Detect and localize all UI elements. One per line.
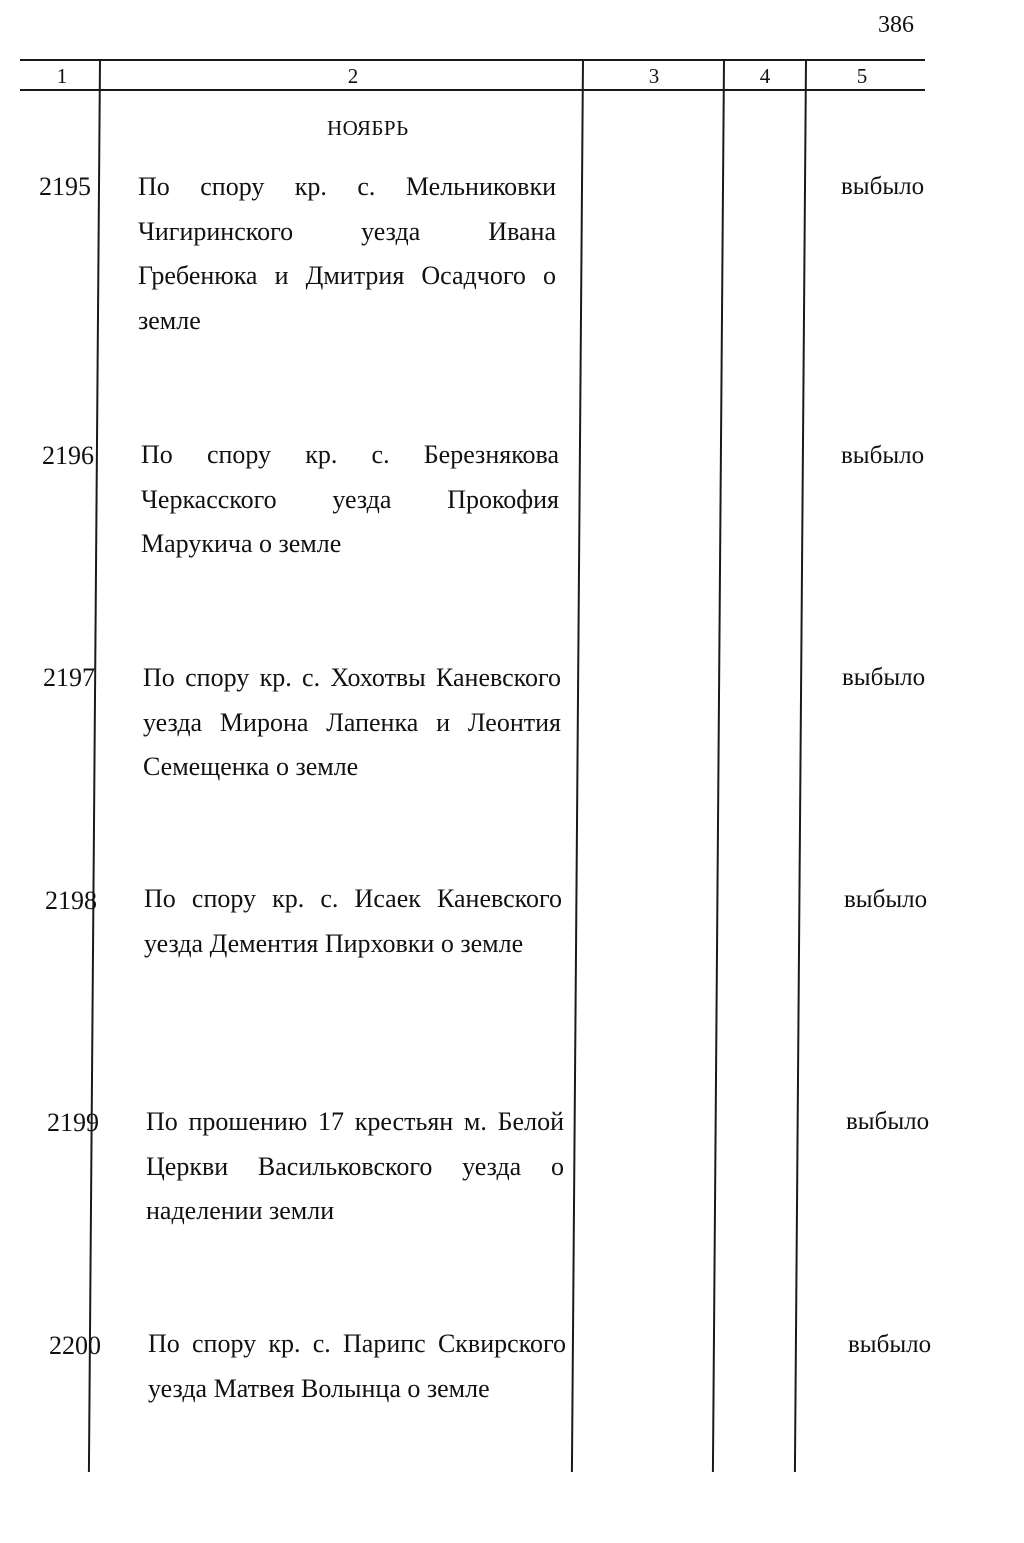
page-number: 386: [878, 12, 914, 38]
column-header-5: 5: [856, 64, 868, 88]
column-header-4: 4: [759, 64, 771, 88]
entry-number: 2199: [47, 1108, 99, 1137]
column-header-3: 3: [648, 64, 660, 88]
table-top-rule: [20, 59, 925, 61]
entry-number: 2196: [42, 441, 94, 470]
entry-text: По спору кр. с. Исаек Каневского уезда Дементия Пирховки о земле: [144, 884, 562, 958]
entry-number: 2200: [49, 1331, 101, 1360]
entry-text: По спору кр. с. Мельниковки Чигиринского уезда Ивана Гребенюка и Дмитрия Осадчого о земле: [138, 172, 556, 335]
entry-status: выбыло: [848, 1331, 932, 1358]
entry-status: выбыло: [844, 886, 928, 913]
entry-number: 2197: [43, 663, 95, 692]
entry-status: выбыло: [841, 442, 925, 469]
entry-status: выбыло: [846, 1108, 930, 1135]
entry-text: По спору кр. с. Парипс Сквирского уезда Матвея Волынца о земле: [148, 1329, 566, 1403]
entry-status: выбыло: [842, 664, 926, 691]
entry-number: 2198: [45, 886, 97, 915]
entry-text: По спору кр. с. Березнякова Черкасского уезда Прокофия Марукича о земле: [141, 440, 559, 558]
column-divider-4: [794, 60, 807, 1472]
entry-number: 2195: [39, 172, 91, 201]
column-divider-3: [712, 60, 725, 1472]
entry-status: выбыло: [841, 173, 925, 200]
entry-text: По прошению 17 крестьян м. Белой Церкви Васильковского уезда о наделении земли: [146, 1107, 564, 1225]
entry-text: По спору кр. с. Хохотвы Каневского уезда Мирона Лапенка и Леонтия Семещенка о земле: [143, 663, 561, 781]
table-header-rule: [20, 89, 925, 91]
column-header-2: 2: [347, 64, 359, 88]
month-heading: НОЯБРЬ: [327, 116, 409, 140]
column-header-1: 1: [56, 64, 68, 88]
column-divider-1: [88, 60, 101, 1472]
column-divider-2: [571, 60, 584, 1472]
